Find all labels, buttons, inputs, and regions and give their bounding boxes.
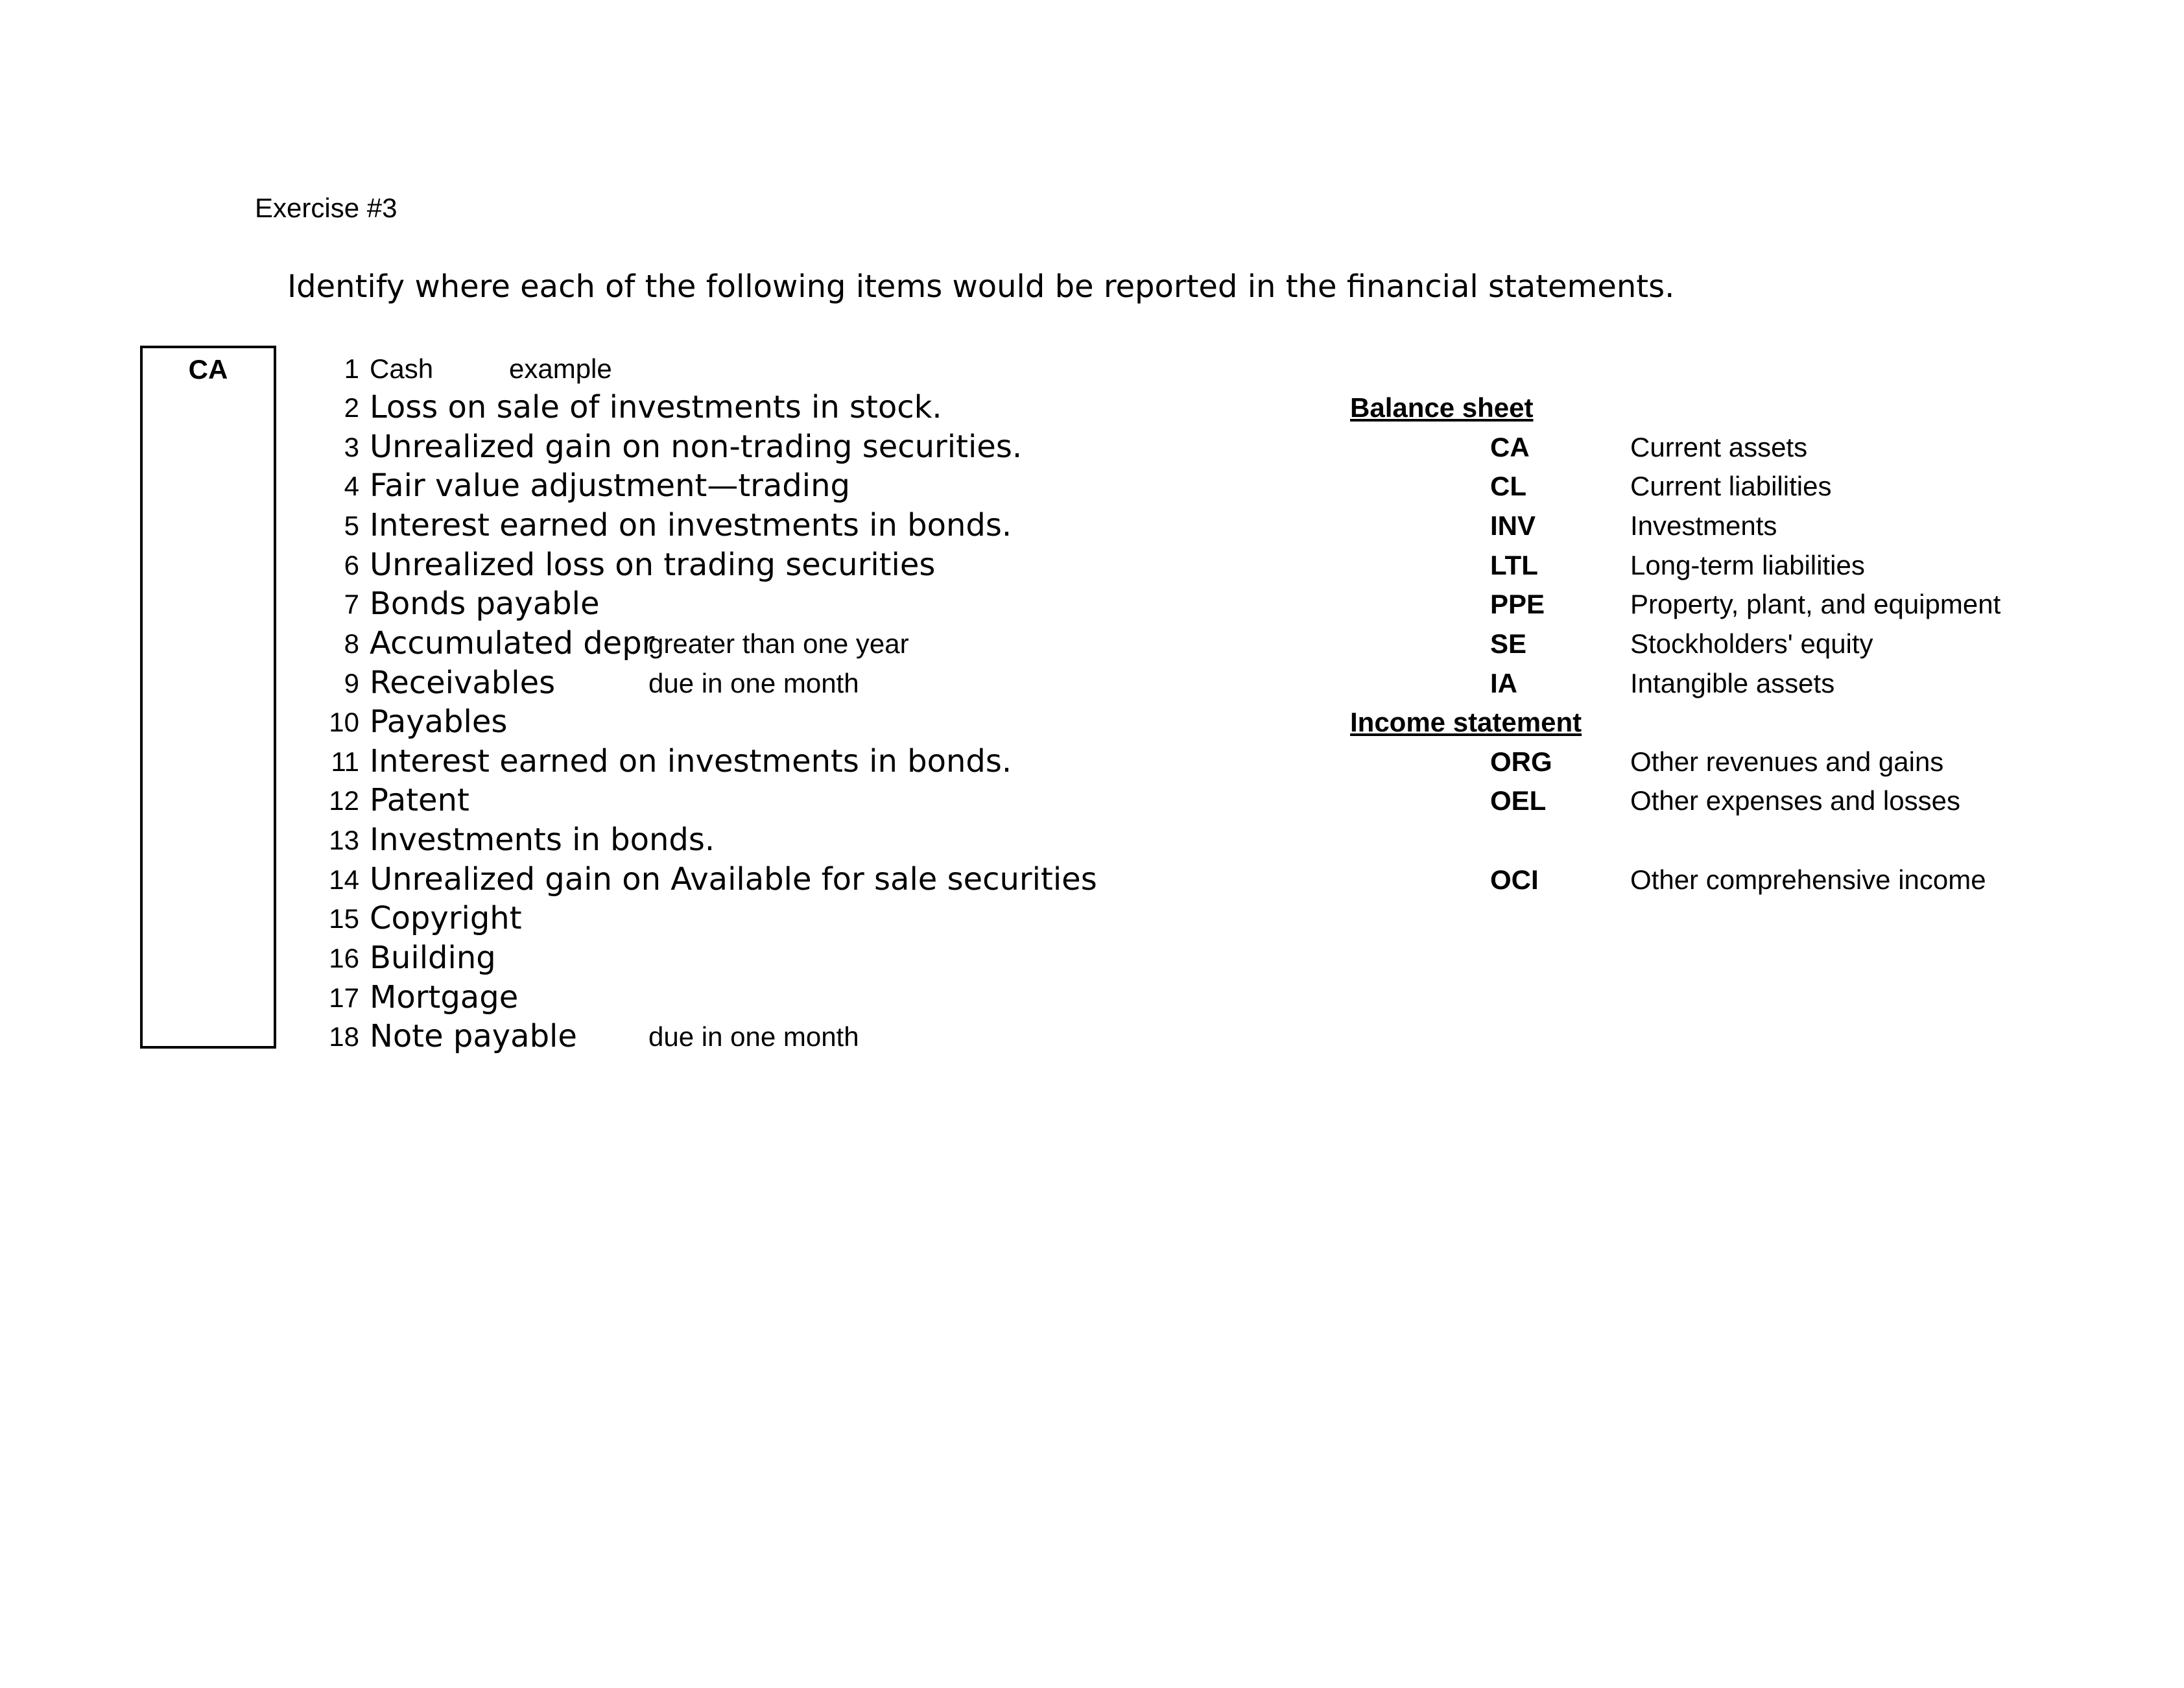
item-text: Building xyxy=(370,940,496,976)
item-number: 15 xyxy=(329,903,359,934)
item-number: 12 xyxy=(329,785,359,816)
legend-desc: Intangible assets xyxy=(1630,668,1835,698)
exercise-title: Exercise #3 xyxy=(255,193,398,223)
item-text: Unrealized gain on Available for sale securities xyxy=(370,861,1097,897)
legend-code: OCI xyxy=(1490,864,1539,895)
balance-sheet-header: Balance sheet xyxy=(1350,392,1534,423)
legend-desc: Current liabilities xyxy=(1630,471,1832,501)
item-number: 10 xyxy=(329,707,359,737)
item-text: Mortgage xyxy=(370,979,519,1016)
legend-code: INV xyxy=(1490,510,1536,541)
item-note: greater than one year xyxy=(648,628,909,659)
item-note: example xyxy=(509,353,612,384)
legend-desc: Investments xyxy=(1630,510,1777,541)
item-text: Note payable xyxy=(370,1018,577,1054)
item-number: 7 xyxy=(344,589,359,619)
legend-desc: Other expenses and losses xyxy=(1630,785,1960,816)
item-text: Fair value adjustment—trading xyxy=(370,468,850,504)
legend-code: CL xyxy=(1490,471,1526,501)
legend-desc: Stockholders' equity xyxy=(1630,628,1873,659)
item-text: Interest earned on investments in bonds. xyxy=(370,507,1012,543)
item-number: 16 xyxy=(329,943,359,973)
item-number: 11 xyxy=(331,746,359,777)
item-number: 2 xyxy=(344,392,359,423)
answer-box[interactable] xyxy=(140,346,276,1049)
legend-desc: Other revenues and gains xyxy=(1630,746,1944,777)
item-number: 17 xyxy=(329,982,359,1013)
item-text: Unrealized loss on trading securities xyxy=(370,547,936,583)
legend-desc: Other comprehensive income xyxy=(1630,864,1986,895)
legend-desc: Current assets xyxy=(1630,432,1808,462)
item-number: 1 xyxy=(344,353,359,384)
item-note: due in one month xyxy=(648,1021,859,1052)
item-number: 13 xyxy=(329,825,359,855)
item-number: 18 xyxy=(329,1021,359,1052)
item-text: Receivables xyxy=(370,665,556,701)
legend-desc: Long-term liabilities xyxy=(1630,550,1865,580)
item-number: 4 xyxy=(344,471,359,501)
legend-code: CA xyxy=(1490,432,1530,462)
instructions: Identify where each of the following items would be reported in the financial statements. xyxy=(287,268,1675,305)
legend-desc: Property, plant, and equipment xyxy=(1630,589,2001,619)
item-text: Interest earned on investments in bonds. xyxy=(370,743,1012,779)
legend-code: SE xyxy=(1490,628,1527,659)
item-number: 8 xyxy=(344,628,359,659)
legend-code: OEL xyxy=(1490,785,1547,816)
item-number: 14 xyxy=(329,864,359,895)
item-text: Payables xyxy=(370,704,508,740)
item-text: Copyright xyxy=(370,900,522,936)
item-text: Accumulated depr xyxy=(370,625,655,661)
answer-row-1: CA xyxy=(188,354,228,385)
item-text: Investments in bonds. xyxy=(370,822,715,858)
item-note: due in one month xyxy=(648,668,859,698)
legend-code: LTL xyxy=(1490,550,1538,580)
legend-code: ORG xyxy=(1490,746,1552,777)
item-number: 3 xyxy=(344,432,359,462)
legend-code: PPE xyxy=(1490,589,1545,619)
item-text: Loss on sale of investments in stock. xyxy=(370,389,942,425)
item-number: 5 xyxy=(344,510,359,541)
item-number: 6 xyxy=(344,550,359,580)
item-number: 9 xyxy=(344,668,359,698)
item-text: Bonds payable xyxy=(370,586,600,622)
item-text: Unrealized gain on non-trading securities. xyxy=(370,429,1023,465)
legend-code: IA xyxy=(1490,668,1517,698)
income-statement-header: Income statement xyxy=(1350,707,1582,737)
item-text: Patent xyxy=(370,782,469,818)
item-text: Cash xyxy=(370,353,434,384)
